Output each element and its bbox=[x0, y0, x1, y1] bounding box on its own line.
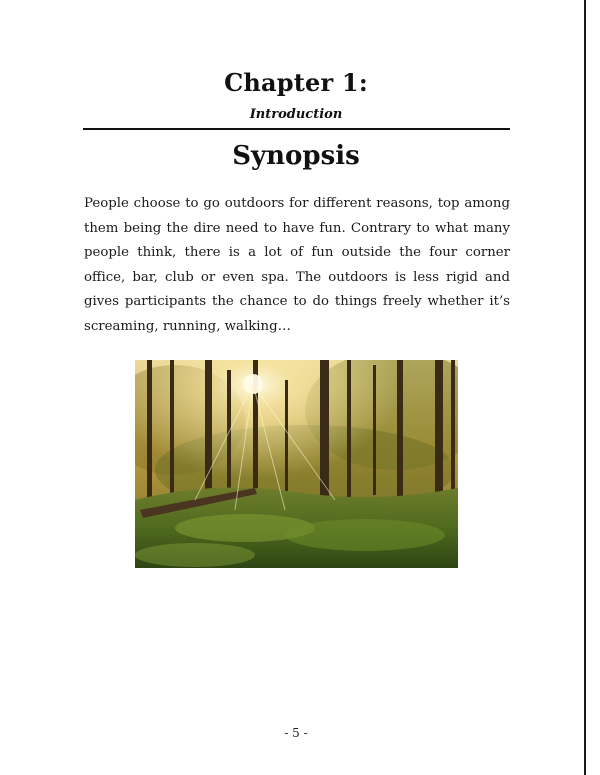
chapter-title: Chapter 1: bbox=[224, 68, 368, 97]
section-title: Synopsis bbox=[232, 141, 360, 171]
forest-photo bbox=[135, 360, 458, 568]
chapter-subtitle: Introduction bbox=[249, 107, 343, 122]
page-number: - 5 - bbox=[284, 726, 308, 740]
page-edge bbox=[584, 0, 600, 775]
body-paragraph: People choose to go outdoors for different reasons, top among them being the dire need to have fun. Contrary to what many people think, there is a lot of fun outside the four corner office, bar, club or even spa. The outdoors is less rigid and gives participants the chance to do things freely whether it’s screaming, running, walking… bbox=[84, 196, 510, 334]
title-divider bbox=[83, 128, 510, 130]
forest-illustration bbox=[135, 360, 458, 568]
